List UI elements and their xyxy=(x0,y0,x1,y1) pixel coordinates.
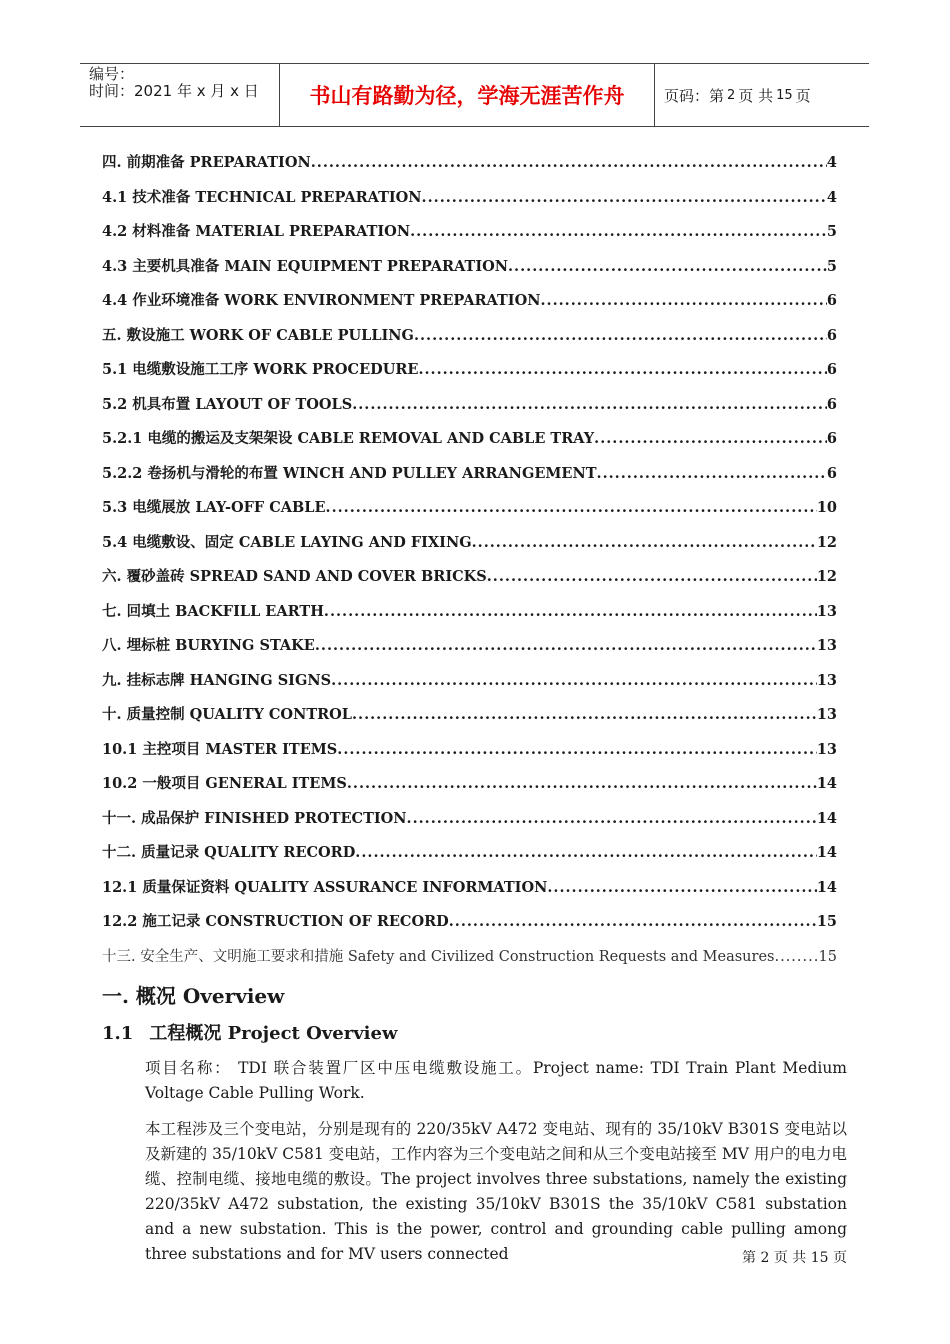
toc-entry-page: 13 xyxy=(816,740,837,758)
toc-entry[interactable] xyxy=(102,427,837,462)
toc-entry-title: 六. 覆砂盖砖 SPREAD SAND AND COVER BRICKS xyxy=(102,568,487,585)
toc-leader-dots xyxy=(547,876,816,900)
number-label: 编号： xyxy=(89,65,135,83)
toc-entry[interactable] xyxy=(102,531,837,566)
toc-entry-title: 4.4 作业环境准备 WORK ENVIRONMENT PREPARATION xyxy=(102,292,541,309)
toc-entry-page: 13 xyxy=(816,602,837,620)
toc-leader-dots xyxy=(487,565,817,589)
toc-leader-dots xyxy=(352,393,827,417)
toc-leader-dots xyxy=(418,358,826,382)
toc-entry-title: 5.3 电缆展放 LAY-OFF CABLE xyxy=(102,499,326,516)
toc-leader-dots xyxy=(508,255,827,279)
toc-entry[interactable] xyxy=(102,220,837,255)
toc-leader-dots xyxy=(422,186,827,210)
toc-leader-dots xyxy=(407,807,817,831)
toc-entry-title: 五. 敷设施工 WORK OF CABLE PULLING xyxy=(102,326,414,344)
toc-entry-page: 12 xyxy=(816,568,837,585)
toc-leader-dots xyxy=(355,841,817,865)
toc-entry[interactable] xyxy=(102,289,837,324)
toc-entry-page: 14 xyxy=(816,878,837,896)
project-name-paragraph: 项目名称： TDI 联合装置厂区中压电缆敷设施工。Project name: TDI Train Plant Medium Voltage Cable Pulling Work. xyxy=(145,1059,847,1102)
toc-entry[interactable] xyxy=(102,807,837,842)
page-current: 2 xyxy=(727,87,736,103)
toc-entry[interactable] xyxy=(102,772,837,807)
header-table xyxy=(80,63,869,127)
time-label: 时间：2021 年 x 月 x 日 xyxy=(89,82,259,100)
toc-entry-page: 4 xyxy=(826,154,837,171)
toc-entry[interactable] xyxy=(102,600,837,635)
table-of-contents xyxy=(102,151,837,979)
toc-entry-title: 十一. 成品保护 FINISHED PROTECTION xyxy=(102,809,407,827)
toc-entry-title: 12.2 施工记录 CONSTRUCTION OF RECORD xyxy=(102,913,449,930)
toc-leader-dots xyxy=(414,324,827,348)
toc-entry-title: 七. 回填土 BACKFILL EARTH xyxy=(102,602,324,620)
toc-entry-page: 6 xyxy=(826,395,837,413)
toc-entry[interactable] xyxy=(102,634,837,669)
toc-entry-title: 4.3 主要机具准备 MAIN EQUIPMENT PREPARATION xyxy=(102,257,508,275)
toc-entry-page: 6 xyxy=(826,361,837,378)
toc-leader-dots xyxy=(597,462,827,486)
toc-entry[interactable] xyxy=(102,703,837,738)
toc-leader-dots xyxy=(315,634,817,658)
toc-entry-page: 10 xyxy=(816,499,837,516)
toc-entry-title: 十二. 质量记录 QUALITY RECORD xyxy=(102,844,356,861)
toc-entry-title: 10.2 一般项目 GENERAL ITEMS xyxy=(102,775,347,792)
toc-entry[interactable] xyxy=(102,669,837,704)
toc-entry-page: 4 xyxy=(826,188,837,206)
toc-leader-dots xyxy=(311,151,827,175)
toc-leader-dots xyxy=(540,289,826,313)
subsection-number: 1.1 xyxy=(102,1023,134,1044)
toc-leader-dots xyxy=(326,496,817,520)
page-prefix: 页码：第 xyxy=(664,86,725,105)
toc-entry-page: 5 xyxy=(826,223,837,240)
toc-entry[interactable] xyxy=(102,358,837,393)
toc-leader-dots xyxy=(774,945,818,969)
toc-entry-title: 5.1 电缆敷设施工工序 WORK PROCEDURE xyxy=(102,361,419,378)
toc-entry-page: 15 xyxy=(818,948,837,965)
toc-entry[interactable] xyxy=(102,876,837,911)
page-footer: 第 2 页 共 15 页 xyxy=(742,1250,847,1266)
toc-entry-page: 6 xyxy=(826,326,837,344)
toc-entry-title: 十. 质量控制 QUALITY CONTROL xyxy=(102,706,352,723)
toc-entry[interactable] xyxy=(102,565,837,600)
toc-entry[interactable] xyxy=(102,738,837,773)
toc-entry[interactable] xyxy=(102,324,837,359)
toc-entry-title: 5.2 机具布置 LAYOUT OF TOOLS xyxy=(102,395,353,413)
toc-entry-title: 10.1 主控项目 MASTER ITEMS xyxy=(102,740,338,758)
toc-leader-dots xyxy=(324,600,817,624)
header-motto: 书山有路勤为径，学海无涯苦作舟 xyxy=(280,64,655,126)
toc-entry-title: 四. 前期准备 PREPARATION xyxy=(102,154,311,171)
toc-entry-page: 13 xyxy=(816,706,837,723)
subsection-heading xyxy=(102,1019,397,1045)
toc-entry-title: 4.1 技术准备 TECHNICAL PREPARATION xyxy=(102,188,422,206)
toc-entry-page: 14 xyxy=(816,809,837,827)
page-total: 15 xyxy=(776,87,793,103)
toc-entry[interactable] xyxy=(102,945,837,980)
project-description-paragraph: 本工程涉及三个变电站，分别是现有的 220/35kV A472 变电站、现有的 35/10kV B301S 变电站以及新建的 35/10kV C581 变电站，工作内容为三个变电站之间和从三个变电站接至 MV 用户的电力电缆、控制电缆、接地电缆的敷设。The project involves three substations, namely the existing 220/35kV A472 substation, the existing 35/10kV B301S the 35/10kV C581 substation and a new substation. This is the power, control and grounding cable pulling among three substations and for MV users connected xyxy=(145,1120,847,1263)
toc-entry[interactable] xyxy=(102,151,837,186)
toc-entry-title: 八. 埋标桩 BURYING STAKE xyxy=(102,637,315,654)
toc-entry-page: 13 xyxy=(816,671,837,689)
header-meta xyxy=(80,64,280,126)
section-heading: 一. 概况 Overview xyxy=(102,984,285,1008)
toc-entry-page: 6 xyxy=(826,464,837,482)
page-mid: 页 共 xyxy=(738,86,774,105)
toc-entry-title: 5.2.1 电缆的搬运及支架架设 CABLE REMOVAL AND CABLE TRAY xyxy=(102,430,595,447)
toc-entry-title: 4.2 材料准备 MATERIAL PREPARATION xyxy=(102,223,411,240)
toc-leader-dots xyxy=(352,703,817,727)
toc-leader-dots xyxy=(347,772,817,796)
toc-entry-page: 6 xyxy=(826,430,837,447)
toc-leader-dots xyxy=(331,669,817,693)
toc-entry-page: 12 xyxy=(816,533,837,551)
toc-entry-page: 5 xyxy=(826,257,837,275)
toc-entry-title: 九. 挂标志牌 HANGING SIGNS xyxy=(102,671,332,689)
toc-entry[interactable] xyxy=(102,496,837,531)
toc-leader-dots xyxy=(337,738,817,762)
toc-entry-page: 6 xyxy=(826,292,837,309)
page-suffix: 页 xyxy=(795,86,811,105)
toc-entry[interactable] xyxy=(102,462,837,497)
toc-leader-dots xyxy=(472,531,817,555)
toc-entry-title: 5.2.2 卷扬机与滑轮的布置 WINCH AND PULLEY ARRANGEMENT xyxy=(102,464,597,482)
toc-entry[interactable] xyxy=(102,910,837,945)
toc-leader-dots xyxy=(449,910,817,934)
toc-entry[interactable] xyxy=(102,393,837,428)
toc-entry-page: 15 xyxy=(816,913,837,930)
toc-entry[interactable] xyxy=(102,255,837,290)
toc-entry-title: 十三. 安全生产、文明施工要求和措施 Safety and Civilized Construction Requests and Measures xyxy=(102,948,775,965)
toc-entry-title: 5.4 电缆敷设、固定 CABLE LAYING AND FIXING xyxy=(102,533,472,551)
toc-entry[interactable] xyxy=(102,186,837,221)
toc-leader-dots xyxy=(594,427,827,451)
toc-leader-dots xyxy=(410,220,827,244)
subsection-title: 工程概况 Project Overview xyxy=(149,1023,398,1044)
header-page-info xyxy=(655,64,869,126)
toc-entry-page: 14 xyxy=(816,844,837,861)
toc-entry-title: 12.1 质量保证资料 QUALITY ASSURANCE INFORMATION xyxy=(102,878,548,896)
toc-entry[interactable] xyxy=(102,841,837,876)
toc-entry-page: 13 xyxy=(816,637,837,654)
toc-entry-page: 14 xyxy=(816,775,837,792)
